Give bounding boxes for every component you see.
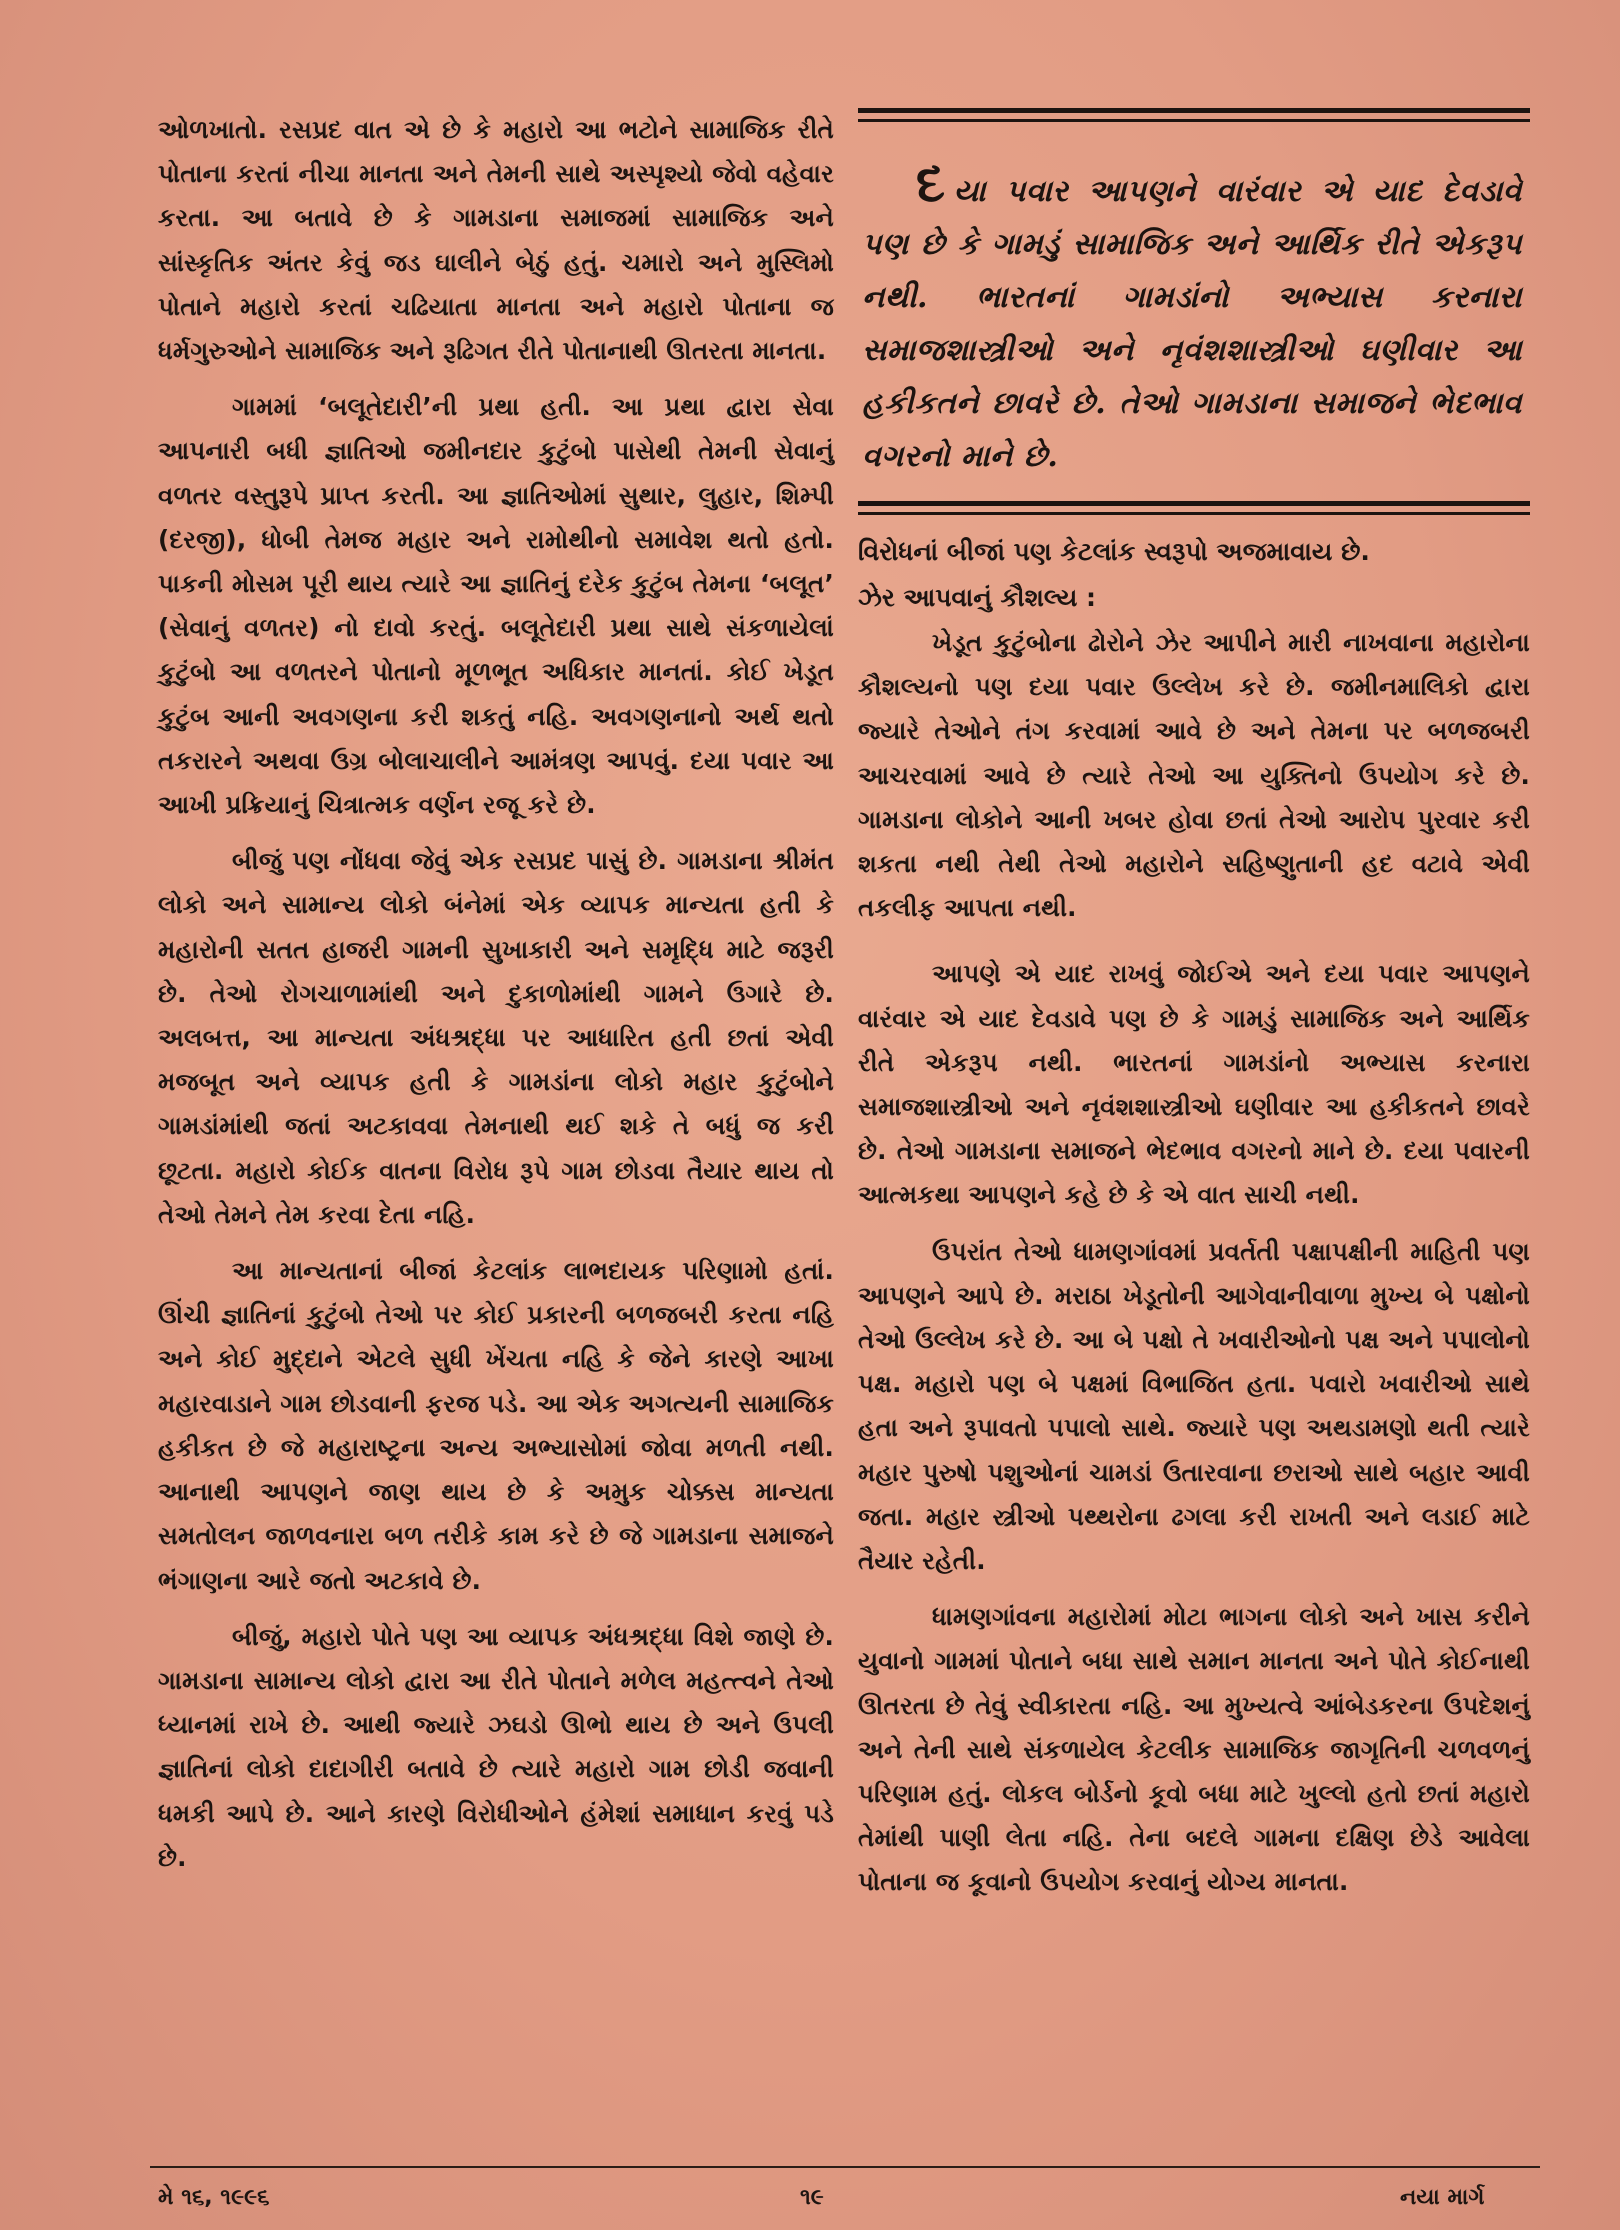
publication-name: નયા માર્ગ bbox=[1400, 2185, 1485, 2210]
left-column bbox=[158, 108, 834, 1880]
paragraph: ઓળખાતો. રસપ્રદ વાત એ છે કે મહારો આ ભટોને સામાજિક રીતે પોતાના કરતાં નીચા માનતા અને તેમની સાથે અસ્પૃશ્યો જેવો વહેવાર કરતા. આ બતાવે છે કે ગામડાના સમાજમાં સામાજિક અને સાંસ્કૃતિક અંતર કેવું જડ ઘાલીને બેઠું હતું. ચમારો અને મુસ્લિમો પોતાને મહારો કરતાં ચઢિયાતા માનતા અને મહારો પોતાના જ ધર્મગુરુઓને સામાજિક અને રૂઢિગત રીતે પોતાનાથી ઊતરતા માનતા. bbox=[158, 115, 834, 366]
intro-line: વિરોધનાં બીજાં પણ કેટલાંક સ્વરૂપો અજમાવાય છે. bbox=[858, 537, 1370, 566]
pull-quote bbox=[858, 122, 1530, 493]
drop-initial: દ bbox=[916, 153, 946, 214]
paragraph: ઉપરાંત તેઓ ધામણગાંવમાં પ્રવર્તતી પક્ષાપક્ષીની માહિતી પણ આપણને આપે છે. મરાઠા ખેડૂતોની આગેવાનીવાળા મુખ્ય બે પક્ષોનો તેઓ ઉલ્લેખ કરે છે. આ બે પક્ષો તે ખવારીઓનો પક્ષ અને પપાલોનો પક્ષ. મહારો પણ બે પક્ષમાં વિભાજિત હતા. પવારો ખવારીઓ સાથે હતા અને રૂપાવતો પપાલો સાથે. જ્યારે પણ અથડામણો થતી ત્યારે મહાર પુરુષો પશુઓનાં ચામડાં ઉતારવાના છરાઓ સાથે બહાર આવી જતા. મહાર સ્ત્રીઓ પથ્થરોના ઢગલા કરી રાખતી અને લડાઈ માટે તૈયાર રહેતી. bbox=[858, 1236, 1530, 1576]
right-column bbox=[858, 108, 1530, 1905]
pull-quote-top-rule bbox=[858, 108, 1530, 122]
paragraph: ગામમાં ‘બલૂતેદારી’ની પ્રથા હતી. આ પ્રથા દ્વારા સેવા આપનારી બધી જ્ઞાતિઓ જમીનદાર કુટુંબો પાસેથી તેમની સેવાનું વળતર વસ્તુરૂપે પ્રાપ્ત કરતી. આ જ્ઞાતિઓમાં સુથાર, લુહાર, શિમ્પી (દરજી), ધોબી તેમજ મહાર અને રામોથીનો સમાવેશ થતો હતો. પાકની મોસમ પૂરી થાય ત્યારે આ જ્ઞાતિનું દરેક કુટુંબ તેમના ‘બલૂત’ (સેવાનું વળતર) નો દાવો કરતું. બલૂતેદારી પ્રથા સાથે સંકળાયેલાં કુટુંબો આ વળતરને પોતાનો મૂળભૂત અધિકાર માનતાં. કોઈ ખેડૂત કુટુંબ આની અવગણના કરી શકતું નહિ. અવગણનાનો અર્થ થતો તકરારને અથવા ઉગ્ર બોલાચાલીને આમંત્રણ આપવું. દયા પવાર આ આખી પ્રક્રિયાનું ચિત્રાત્મક વર્ણન રજૂ કરે છે. bbox=[158, 392, 834, 820]
paragraph: આપણે એ યાદ રાખવું જોઈએ અને દયા પવાર આપણને વારંવાર એ યાદ દેવડાવે પણ છે કે ગામડું સામાજિક અને આર્થિક રીતે એકરૂપ નથી. ભારતનાં ગામડાંનો અભ્યાસ કરનારા સમાજશાસ્ત્રીઓ અને નૃવંશશાસ્ત્રીઓ ઘણીવાર આ હકીકતને છાવરે છે. તેઓ ગામડાના સમાજને ભેદભાવ વગરનો માને છે. દયા પવારની આત્મકથા આપણને કહે છે કે એ વાત સાચી નથી. bbox=[858, 959, 1530, 1210]
paragraph: બીજું, મહારો પોતે પણ આ વ્યાપક અંધશ્રદ્ધા વિશે જાણે છે. ગામડાના સામાન્ય લોકો દ્વારા આ રીતે પોતાને મળેલ મહત્ત્વને તેઓ ધ્યાનમાં રાખે છે. આથી જ્યારે ઝઘડો ઊભો થાય છે અને ઉપલી જ્ઞાતિનાં લોકો દાદાગીરી બતાવે છે ત્યારે મહારો ગામ છોડી જવાની ધમકી આપે છે. આને કારણે વિરોધીઓને હંમેશાં સમાધાન કરવું પડે છે. bbox=[158, 1621, 834, 1872]
paragraph: બીજું પણ નોંધવા જેવું એક રસપ્રદ પાસું છે. ગામડાના શ્રીમંત લોકો અને સામાન્ય લોકો બંનેમાં એક વ્યાપક માન્યતા હતી કે મહારોની સતત હાજરી ગામની સુખાકારી અને સમૃદ્ધિ માટે જરૂરી છે. તેઓ રોગચાળામાંથી અને દુકાળોમાંથી ગામને ઉગારે છે. અલબત્ત, આ માન્યતા અંધશ્રદ્ધા પર આધારિત હતી છતાં એવી મજબૂત અને વ્યાપક હતી કે ગામડાંના લોકો મહાર કુટુંબોને ગામડાંમાંથી જતાં અટકાવવા તેમનાથી થઈ શકે તે બધું જ કરી છૂટતા. મહારો કોઈક વાતના વિરોધ રૂપે ગામ છોડવા તૈયાર થાય તો તેઓ તેમને તેમ કરવા દેતા નહિ. bbox=[158, 846, 834, 1229]
page-footer bbox=[0, 2185, 1620, 2225]
paragraph: ધામણગાંવના મહારોમાં મોટા ભાગના લોકો અને ખાસ કરીને યુવાનો ગામમાં પોતાને બધા સાથે સમાન માનતા અને પોતે કોઈનાથી ઊતરતા છે તેવું સ્વીકારતા નહિ. આ મુખ્યત્વે આંબેડકરના ઉપદેશનું અને તેની સાથે સંકળાયેલ કેટલીક સામાજિક જાગૃતિની ચળવળનું પરિણામ હતું. લોકલ બોર્ડનો કૂવો બધા માટે ખુલ્લો હતો છતાં મહારો તેમાંથી પાણી લેતા નહિ. તેના બદલે ગામના દક્ષિણ છેડે આવેલા પોતાના જ કૂવાનો ઉપયોગ કરવાનું યોગ્ય માનતા. bbox=[858, 1602, 1530, 1897]
issue-date: મે ૧૬, ૧૯૯૬ bbox=[158, 2185, 270, 2210]
page-number: ૧૯ bbox=[800, 2185, 824, 2210]
pull-quote-bottom-rule bbox=[858, 501, 1530, 515]
section-heading: ઝેર આપવાનું કૌશલ્ય : bbox=[858, 583, 1097, 612]
footer-rule bbox=[150, 2166, 1540, 2168]
paragraph: આ માન્યતાનાં બીજાં કેટલાંક લાભદાયક પરિણામો હતાં. ઊંચી જ્ઞાતિનાં કુટુંબો તેઓ પર કોઈ પ્રકારની બળજબરી કરતા નહિ અને કોઈ મુદ્દાને એટલે સુધી ખેંચતા નહિ કે જેને કારણે આખા મહારવાડાને ગામ છોડવાની ફરજ પડે. આ એક અગત્યની સામાજિક હકીકત છે જે મહારાષ્ટ્રના અન્ય અભ્યાસોમાં જોવા મળતી નથી. આનાથી આપણને જાણ થાય છે કે અમુક ચોક્કસ માન્યતા સમતોલન જાળવનારા બળ તરીકે કામ કરે છે જે ગામડાના સમાજને ભંગાણના આરે જતો અટકાવે છે. bbox=[158, 1256, 834, 1595]
paragraph: ખેડૂત કુટુંબોના ઢોરોને ઝેર આપીને મારી નાખવાના મહારોના કૌશલ્યનો પણ દયા પવાર ઉલ્લેખ કરે છે. જમીનમાલિકો દ્વારા જ્યારે તેઓને તંગ કરવામાં આવે છે અને તેમના પર બળજબરી આચરવામાં આવે છે ત્યારે તેઓ આ યુક્તિનો ઉપયોગ કરે છે. ગામડાના લોકોને આની ખબર હોવા છતાં તેઓ આરોપ પુરવાર કરી શકતા નથી તેથી તેઓ મહારોને સહિષ્ણુતાની હદ વટાવે એવી તકલીફ આપતા નથી. bbox=[858, 628, 1530, 923]
pull-quote-text: યા પવાર આપણને વારંવાર એ યાદ દેવડાવે પણ છે કે ગામડું સામાજિક અને આર્થિક રીતે એકરૂપ નથી. ભારતનાં ગામડાંનો અભ્યાસ કરનારા સમાજશાસ્ત્રીઓ અને નૃવંશશાસ્ત્રીઓ ઘણીવાર આ હકીકતને છાવરે છે. તેઓ ગામડાના સમાજને ભેદભાવ વગરનો માને છે. bbox=[862, 174, 1522, 474]
